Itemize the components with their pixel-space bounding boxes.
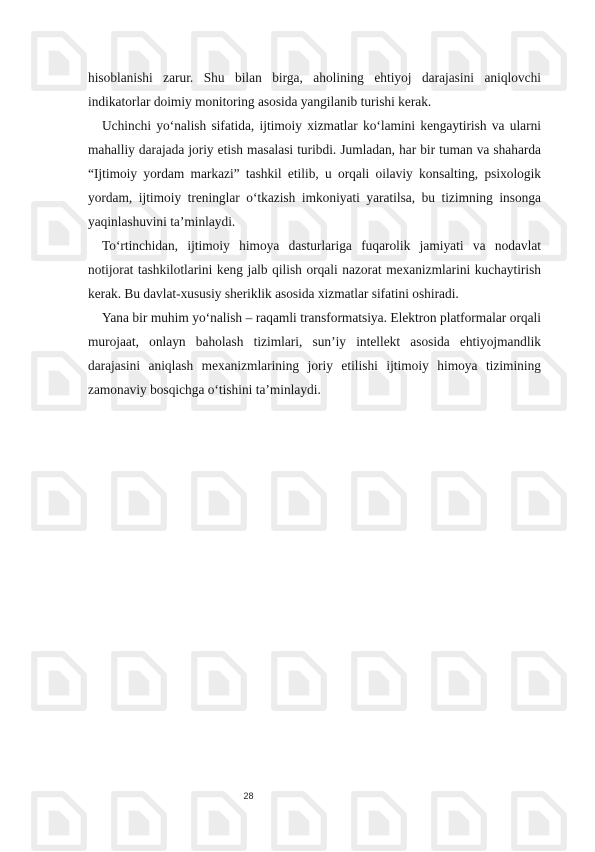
paragraph-digital-transformation: Yana bir muhim yo‘nalish – raqamli transformatsiya. Elektron platformalar orqali murojaat, onlayn baholash tizimlari, sun’iy intellekt asosida ehtiyojmandlik darajasini aniqlash mexanizmlarining joriy etilishi ijtimoiy himoya tizimining zamonaviy bosqichga o‘tishini ta’minlaydi. [88,310,541,397]
document-logo-watermark [188,470,250,532]
document-logo-watermark [28,30,90,92]
document-logo-watermark [28,200,90,262]
document-page [88,0,541,402]
page-number: 28 [243,791,254,801]
document-logo-watermark [508,470,570,532]
document-logo-watermark [348,470,410,532]
document-logo-watermark [28,350,90,412]
document-logo-watermark [348,650,410,712]
paragraph-third-direction: Uchinchi yo‘nalish sifatida, ijtimoiy xizmatlar ko‘lamini kengaytirish va ularni mahalliy darajada joriy etish masalasi turibdi. Jumladan, har bir tuman va shaharda “Ijtimoiy yordam markazi” tashkil etilib, u orqali oilaviy konsalting, psixologik yordam, ijtimoiy treninglar o‘tkazish imkoniyati yaratilsa, bu tizimning insonga yaqinlashuvini ta’minlaydi. [88,118,541,229]
paragraph-continuation: hisoblanishi zarur. Shu bilan birga, aholining ehtiyoj darajasini aniqlovchi indikatorlar doimiy monitoring asosida yangilanib turishi kerak. [88,70,541,109]
document-logo-watermark [268,650,330,712]
document-logo-watermark [428,470,490,532]
document-logo-watermark [108,470,170,532]
document-logo-watermark [108,650,170,712]
document-logo-watermark [268,470,330,532]
document-logo-watermark [508,650,570,712]
document-logo-watermark [428,650,490,712]
document-logo-watermark [188,650,250,712]
paragraph-fourth-direction: To‘rtinchidan, ijtimoiy himoya dasturlariga fuqarolik jamiyati va nodavlat notijorat tashkilotlarini keng jalb qilish orqali nazorat mexanizmlarini kuchaytirish kerak. Bu davlat-xususiy sheriklik asosida xizmatlar sifatini oshiradi. [88,238,541,301]
document-logo-watermark [28,470,90,532]
document-logo-watermark [28,650,90,712]
